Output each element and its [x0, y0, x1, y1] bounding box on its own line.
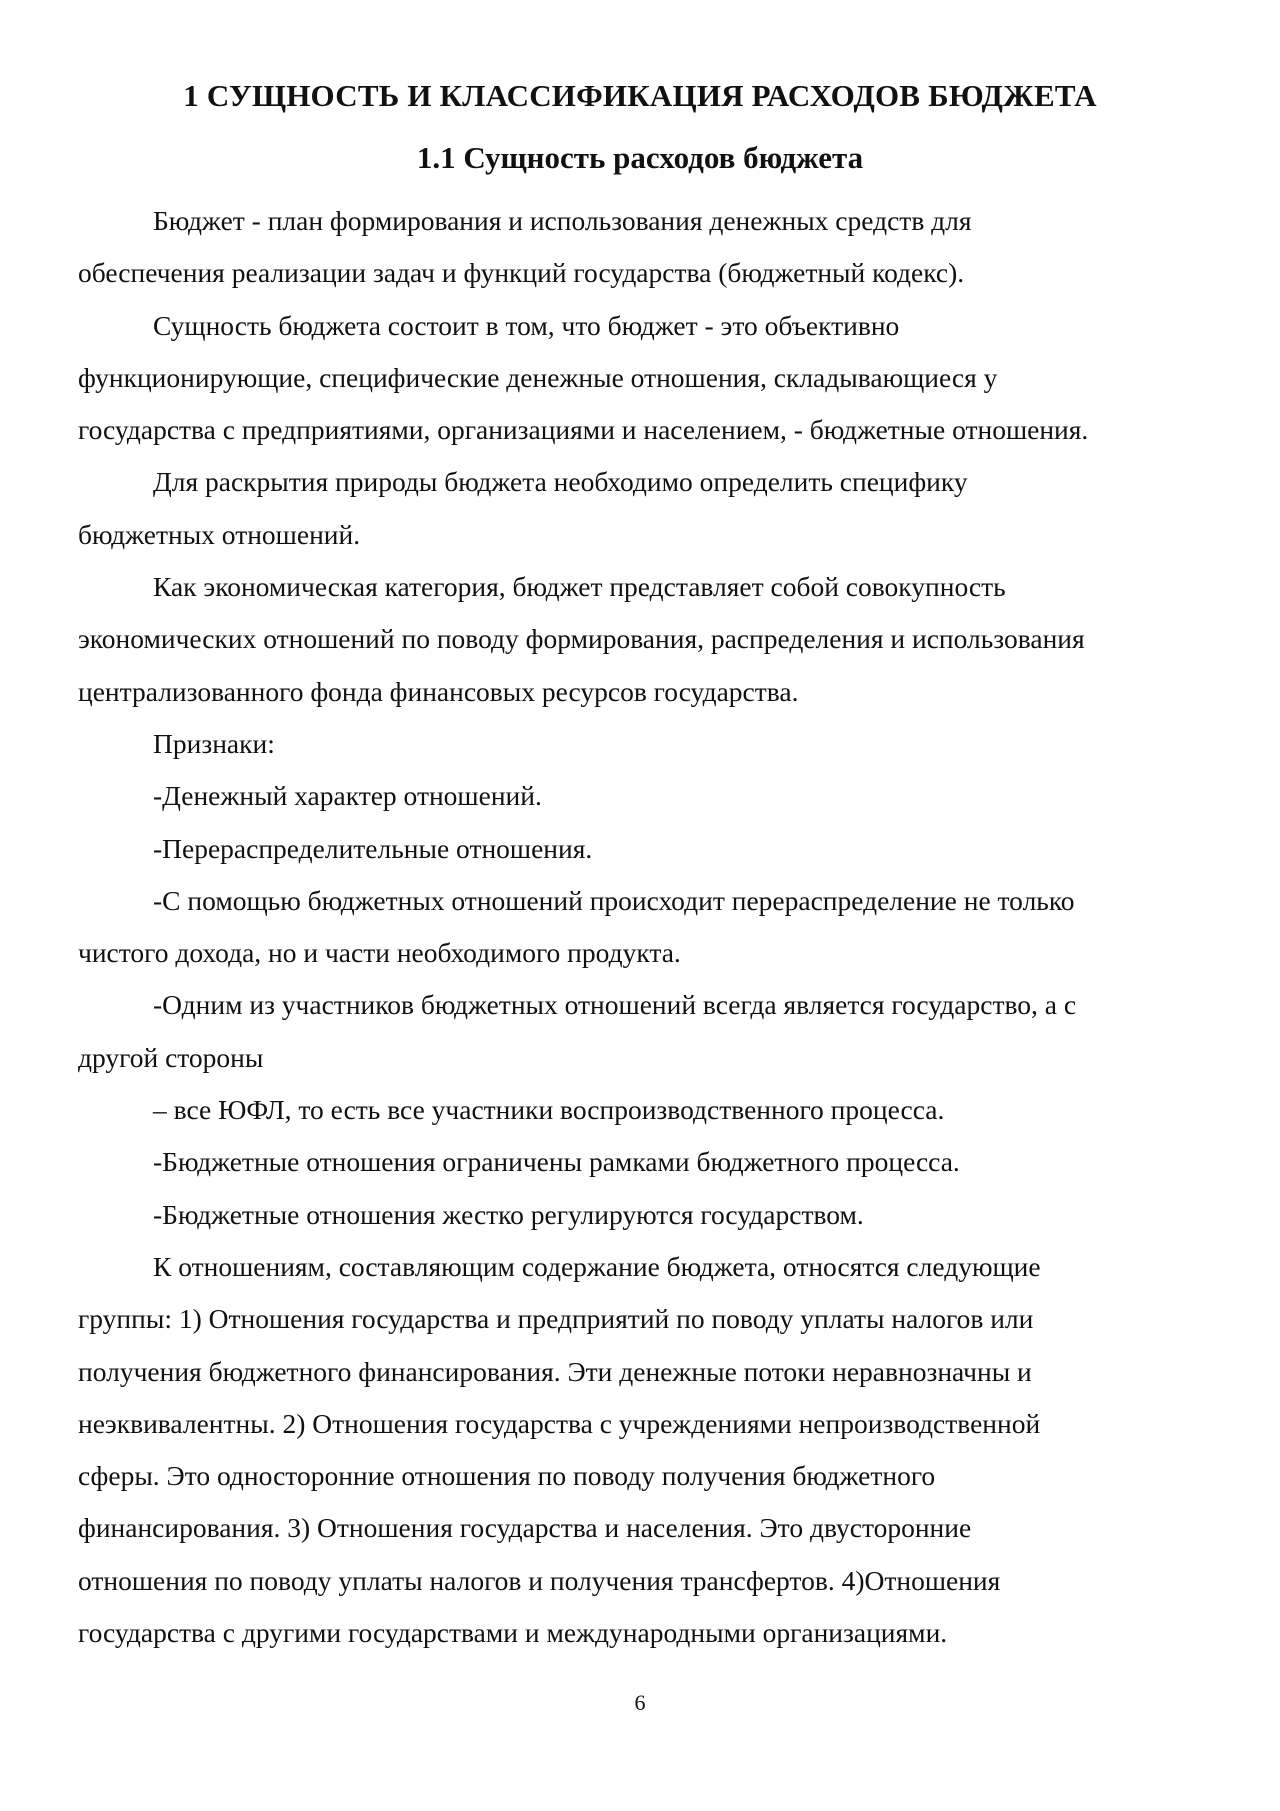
text-line: Сущность бюджета состоит в том, что бюджет - это объективно: [153, 309, 900, 341]
text-line: – все ЮФЛ, то есть все участники воспроизводственного процесса.: [153, 1094, 945, 1126]
text-line: Для раскрытия природы бюджета необходимо определить специфику: [153, 466, 968, 498]
chapter-heading: 1 СУЩНОСТЬ И КЛАССИФИКАЦИЯ РАСХОДОВ БЮДЖЕТА: [183, 78, 1097, 113]
text-line: получения бюджетного финансирования. Эти денежные потоки неравнозначны и: [78, 1355, 1032, 1387]
page-number: 6: [634, 1690, 646, 1715]
text-line: -Перераспределительные отношения.: [153, 832, 593, 864]
text-line: сферы. Это односторонние отношения по поводу получения бюджетного: [78, 1460, 936, 1492]
text-line: экономических отношений по поводу формирования, распределения и использования: [78, 623, 1085, 655]
text-line: чистого дохода, но и части необходимого продукта.: [78, 937, 681, 969]
text-line: -Бюджетные отношения жестко регулируются государством.: [153, 1198, 864, 1230]
text-line: функционирующие, специфические денежные отношения, складывающиеся у: [78, 361, 998, 393]
text-line: К отношениям, составляющим содержание бюджета, относятся следующие: [153, 1250, 1041, 1282]
text-line: -Бюджетные отношения ограничены рамками бюджетного процесса.: [153, 1146, 960, 1178]
section-heading: 1.1 Сущность расходов бюджета: [416, 140, 864, 175]
text-line: группы: 1) Отношения государства и предприятий по поводу уплаты налогов или: [78, 1303, 1034, 1335]
text-line: Признаки:: [153, 727, 275, 759]
text-line: -С помощью бюджетных отношений происходит перераспределение не только: [153, 884, 1075, 916]
text-line: Как экономическая категория, бюджет представляет собой совокупность: [153, 571, 1006, 603]
text-line: отношения по поводу уплаты налогов и получения трансфертов. 4)Отношения: [78, 1564, 1001, 1596]
text-line: другой стороны: [78, 1041, 264, 1073]
text-line: бюджетных отношений.: [78, 518, 361, 550]
text-line: централизованного фонда финансовых ресурсов государства.: [78, 675, 799, 707]
text-line: -Денежный характер отношений.: [153, 780, 542, 812]
text-line: Бюджет - план формирования и использования денежных средств для: [153, 205, 972, 236]
text-line: обеспечения реализации задач и функций государства (бюджетный кодекс).: [78, 257, 965, 289]
text-line: государства с другими государствами и международными организациями.: [78, 1617, 948, 1649]
text-line: -Одним из участников бюджетных отношений всегда является государство, а с: [153, 989, 1077, 1021]
text-line: государства с предприятиями, организациями и населением, - бюджетные отношения.: [78, 414, 1089, 446]
text-line: неэквивалентны. 2) Отношения государства с учреждениями непроизводственной: [78, 1407, 1041, 1439]
text-line: финансирования. 3) Отношения государства и населения. Это двусторонние: [78, 1512, 972, 1544]
body-text: [78, 195, 1202, 1659]
